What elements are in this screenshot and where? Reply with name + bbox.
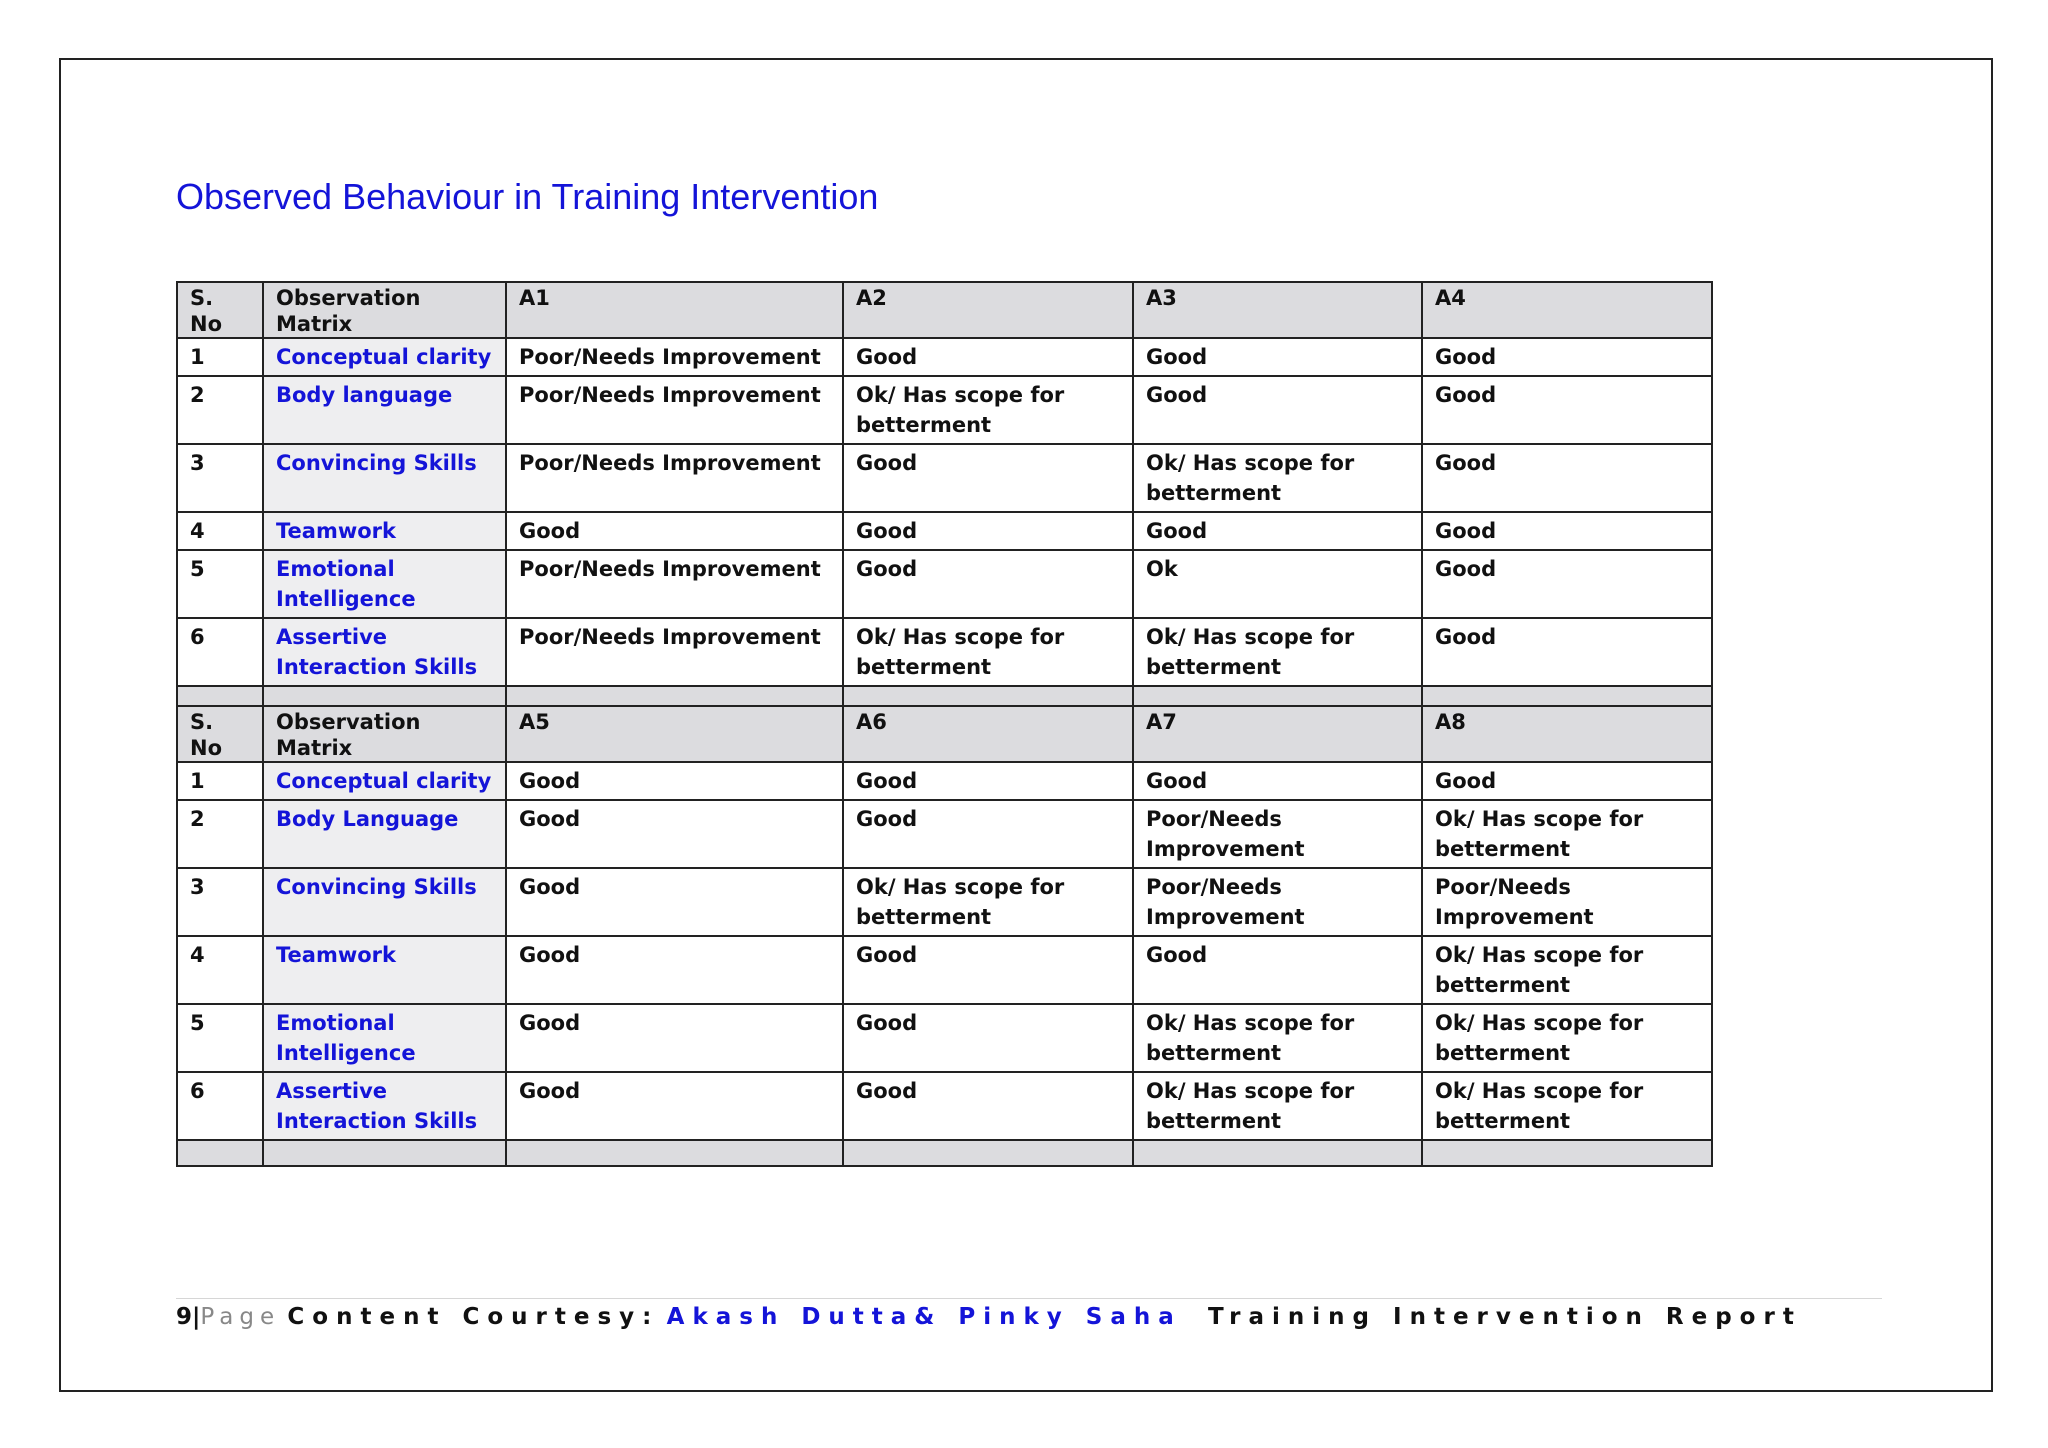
serial-number-cell: 2 (177, 376, 263, 444)
rating-cell: Good (843, 1072, 1133, 1140)
rating-cell: Good (506, 868, 843, 936)
observation-cell: Assertive Interaction Skills (263, 1072, 506, 1140)
rating-cell: Poor/Needs Improvement (1133, 800, 1422, 868)
table-row (177, 762, 1712, 800)
rating-cell: Good (1422, 512, 1712, 550)
observation-cell: Body Language (263, 800, 506, 868)
rating-cell: Ok/ Has scope for betterment (1422, 1004, 1712, 1072)
column-header: A2 (843, 282, 1133, 338)
table-row (177, 868, 1712, 936)
rating-cell: Poor/Needs Improvement (506, 618, 843, 686)
column-header: Observation Matrix (263, 282, 506, 338)
column-header: A6 (843, 706, 1133, 762)
rating-cell: Poor/Needs Improvement (506, 444, 843, 512)
rating-cell: Ok/ Has scope for betterment (843, 868, 1133, 936)
page-title: Observed Behaviour in Training Intervention (176, 176, 879, 217)
rating-cell: Ok/ Has scope for betterment (1133, 1072, 1422, 1140)
rating-cell: Good (1422, 618, 1712, 686)
table-row (177, 512, 1712, 550)
blank-cell (506, 1140, 843, 1166)
rating-cell: Good (506, 936, 843, 1004)
observation-table-1 (176, 281, 1713, 713)
rating-cell: Good (843, 338, 1133, 376)
observation-table-2 (176, 705, 1713, 1167)
rating-cell: Ok/ Has scope for betterment (1133, 618, 1422, 686)
observation-cell: Convincing Skills (263, 868, 506, 936)
rating-cell: Good (843, 1004, 1133, 1072)
rating-cell: Good (1133, 376, 1422, 444)
blank-cell (177, 1140, 263, 1166)
serial-number-cell: 4 (177, 936, 263, 1004)
authors: Akash Dutta& Pinky Saha (666, 1304, 1182, 1330)
rating-cell: Ok/ Has scope for betterment (1133, 444, 1422, 512)
rating-cell: Good (843, 762, 1133, 800)
page-label: Page (200, 1304, 281, 1330)
rating-cell: Good (1133, 936, 1422, 1004)
serial-number-cell: 5 (177, 1004, 263, 1072)
page-number: 9 (176, 1304, 193, 1330)
observation-cell: Convincing Skills (263, 444, 506, 512)
rating-cell: Good (1422, 338, 1712, 376)
rating-cell: Poor/Needs Improvement (1422, 868, 1712, 936)
rating-cell: Good (1422, 376, 1712, 444)
rating-cell: Good (843, 512, 1133, 550)
blank-cell (1422, 1140, 1712, 1166)
rating-cell: Good (506, 512, 843, 550)
rating-cell: Poor/Needs Improvement (506, 550, 843, 618)
observation-cell: Teamwork (263, 936, 506, 1004)
table-blank-row (177, 1140, 1712, 1166)
rating-cell: Good (843, 800, 1133, 868)
column-header: S. No (177, 706, 263, 762)
rating-cell: Ok/ Has scope for betterment (1133, 1004, 1422, 1072)
rating-cell: Good (506, 762, 843, 800)
table-row (177, 376, 1712, 444)
rating-cell: Ok/ Has scope for betterment (1422, 1072, 1712, 1140)
rating-cell: Good (1422, 762, 1712, 800)
column-header: A4 (1422, 282, 1712, 338)
page-footer (176, 1304, 1882, 1330)
column-header: A7 (1133, 706, 1422, 762)
serial-number-cell: 5 (177, 550, 263, 618)
observation-cell: Emotional Intelligence (263, 550, 506, 618)
column-header: A1 (506, 282, 843, 338)
rating-cell: Ok/ Has scope for betterment (843, 618, 1133, 686)
report-name: Training Intervention Report (1208, 1304, 1802, 1330)
rating-cell: Ok/ Has scope for betterment (1422, 800, 1712, 868)
rating-cell: Good (843, 936, 1133, 1004)
blank-cell (263, 1140, 506, 1166)
table-row (177, 338, 1712, 376)
rating-cell: Good (1133, 762, 1422, 800)
rating-cell: Good (1422, 550, 1712, 618)
rating-cell: Ok (1133, 550, 1422, 618)
rating-cell: Good (843, 550, 1133, 618)
rating-cell: Poor/Needs Improvement (1133, 868, 1422, 936)
rating-cell: Good (506, 1072, 843, 1140)
observation-cell: Conceptual clarity (263, 338, 506, 376)
rating-cell: Ok/ Has scope for betterment (1422, 936, 1712, 1004)
rating-cell: Good (1133, 512, 1422, 550)
rating-cell: Good (1422, 444, 1712, 512)
rating-cell: Poor/Needs Improvement (506, 376, 843, 444)
serial-number-cell: 3 (177, 444, 263, 512)
serial-number-cell: 1 (177, 338, 263, 376)
column-header: A8 (1422, 706, 1712, 762)
rating-cell: Good (506, 800, 843, 868)
observation-cell: Body language (263, 376, 506, 444)
rating-cell: Ok/ Has scope for betterment (843, 376, 1133, 444)
column-header: Observation Matrix (263, 706, 506, 762)
table-header-row (177, 706, 1712, 762)
footer-divider (176, 1298, 1882, 1299)
table-row (177, 618, 1712, 686)
courtesy-label: Content Courtesy: (287, 1304, 660, 1330)
serial-number-cell: 6 (177, 1072, 263, 1140)
rating-cell: Good (1133, 338, 1422, 376)
footer-separator: | (192, 1304, 201, 1330)
observation-cell: Emotional Intelligence (263, 1004, 506, 1072)
serial-number-cell: 1 (177, 762, 263, 800)
table-row (177, 444, 1712, 512)
rating-cell: Poor/Needs Improvement (506, 338, 843, 376)
rating-cell: Good (843, 444, 1133, 512)
column-header: S. No (177, 282, 263, 338)
table-row (177, 550, 1712, 618)
observation-cell: Assertive Interaction Skills (263, 618, 506, 686)
table-row (177, 1004, 1712, 1072)
table-row (177, 1072, 1712, 1140)
blank-cell (1133, 1140, 1422, 1166)
serial-number-cell: 2 (177, 800, 263, 868)
table-row (177, 800, 1712, 868)
blank-cell (843, 1140, 1133, 1166)
observation-cell: Teamwork (263, 512, 506, 550)
table-header-row (177, 282, 1712, 338)
column-header: A5 (506, 706, 843, 762)
column-header: A3 (1133, 282, 1422, 338)
observation-cell: Conceptual clarity (263, 762, 506, 800)
table-row (177, 936, 1712, 1004)
rating-cell: Good (506, 1004, 843, 1072)
serial-number-cell: 3 (177, 868, 263, 936)
serial-number-cell: 6 (177, 618, 263, 686)
serial-number-cell: 4 (177, 512, 263, 550)
